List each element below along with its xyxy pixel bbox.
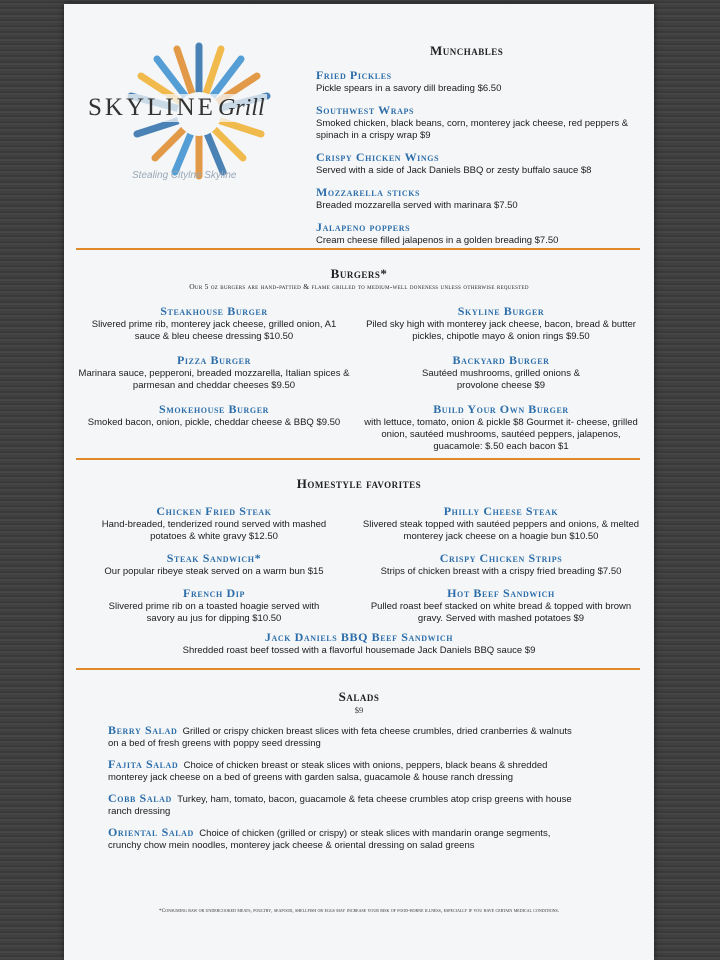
item-name: Crispy Chicken Wings [316,150,440,164]
munchables-header: Munchables [430,43,504,58]
salad-item [108,724,582,750]
menu-item [360,353,642,392]
menu-item [360,551,642,578]
item-name: Jalapeno poppers [316,220,411,234]
item-desc: Our popular ribeye steak served on a warm bun $15 [104,566,324,577]
item-desc: Breaded mozzarella served with marinara $7.50 [316,200,518,211]
munchable-item [316,220,646,247]
item-name: Pizza Burger [177,353,251,367]
homestyle-header: Homestyle favorites [296,476,422,491]
item-desc: Cream cheese filled jalapenos in a golden breading $7.50 [316,235,559,246]
section-divider [76,668,640,670]
munchable-item [316,103,646,142]
salad-item [108,758,582,784]
item-name: Steakhouse Burger [160,304,268,318]
menu-item [78,304,350,343]
item-desc: Choice of chicken (grilled or crispy) or steak slices with mandarin orange segments, crunchy chow mein noodles, monterey jack cheese & oriental dressing on salad greens [108,828,551,851]
menu-page [64,4,654,960]
salad-item [108,826,582,852]
item-name: Chicken Fried Steak [156,504,272,518]
item-name: Berry Salad [108,723,178,737]
item-name: Fajita Salad [108,757,179,771]
burgers-left-column [78,304,350,429]
brand-grill: Grill [217,95,265,121]
item-desc: Slivered steak topped with sautéed peppers and onions, & melted monterey jack cheese on a hoagie bun $10.50 [362,519,640,542]
item-desc: Smoked bacon, onion, pickle, cheddar cheese & BBQ $9.50 [87,417,341,428]
item-name: Jack Daniels BBQ Beef Sandwich [264,630,454,644]
item-desc: Slivered prime rib on a toasted hoagie served with savory au jus for dipping $10.50 [108,601,320,624]
item-desc: Smoked chicken, black beans, corn, monterey jack cheese, red peppers & spinach in a crispy wrap $9 [316,118,629,141]
burgers-subheader: Our 5 oz burgers are hand-pattied & flame grilled to medium-well doneness unless otherwise requested [189,282,529,291]
munchable-item [316,68,646,95]
homestyle-left-column [78,504,350,625]
item-name: Philly Cheese Steak [443,504,559,518]
item-name: French Dip [183,586,245,600]
menu-item [78,353,350,392]
munchables-list [316,68,646,247]
menu-item [360,402,642,453]
section-divider [76,458,640,460]
item-desc: Strips of chicken breast with a crispy fried breading $7.50 [380,566,622,577]
skyline-grill-logo [84,34,314,194]
item-desc: Pulled roast beef stacked on white bread & topped with brown gravy. Served with mashed potatoes $9 [370,601,632,624]
item-desc: Choice of chicken breast or steak slices with onions, peppers, black beans & shredded monterey jack cheese on a bed of greens with garden salsa, guacamole & house ranch dressing [108,760,548,783]
item-desc: Slivered prime rib, monterey jack cheese, grilled onion, A1 sauce & bleu cheese dressing $10.50 [91,319,337,342]
menu-item [78,504,350,543]
menu-item [360,586,642,625]
item-desc: Grilled or crispy chicken breast slices with feta cheese crumbles, dried cranberries & walnuts on a bed of fresh greens with poppy seed dressing [108,726,572,749]
item-desc: Served with a side of Jack Daniels BBQ or zesty buffalo sauce $8 [316,165,592,176]
item-name: Fried Pickles [316,68,392,82]
item-desc: Marinara sauce, pepperoni, breaded mozzarella, Italian spices & parmesan and cheddar cheeses $9.50 [78,368,350,391]
salads-price: $9 [354,705,364,715]
burgers-header: Burgers* [330,266,388,281]
footnote: *Consuming raw or undercooked meats, poultry, seafood, shellfish or eggs may increase your risk of food-borne illness, especially if you have certain medical conditions. [158,908,560,914]
homestyle-right-column [360,504,642,625]
brand-name: SKYLINE [88,94,216,121]
item-name: Build Your Own Burger [433,402,569,416]
item-name: Backyard Burger [452,353,550,367]
salads-list [108,724,582,852]
burgers-right-column [360,304,642,453]
menu-item [78,586,350,625]
item-name: Cobb Salad [108,791,172,805]
salads-header: Salads [338,689,380,704]
menu-item [360,504,642,543]
item-desc: with lettuce, tomato, onion & pickle $8 Gourmet it- cheese, grilled onion, sautéed mushrooms, sautéed peppers, jalapenos, guacamole: $.50 each bacon $1 [364,417,638,452]
item-desc: Piled sky high with monterey jack cheese, bacon, bread & butter pickles, chipotle mayo & onion rings $9.50 [366,319,636,342]
brand-tagline: Stealing Citylne Skyline [132,170,237,181]
item-desc: Turkey, ham, tomato, bacon, guacamole & feta cheese crumbles atop crisp greens with house ranch dressing [108,794,572,817]
item-desc: Hand-breaded, tenderized round served with mashed potatoes & white gravy $12.50 [101,519,327,542]
item-desc: Sautéed mushrooms, grilled onions & provolone cheese $9 [422,368,580,391]
item-name: Crispy Chicken Strips [439,551,563,565]
item-desc: Pickle spears in a savory dill breading $6.50 [316,83,502,94]
menu-item [78,402,350,429]
item-name: Steak Sandwich* [166,551,262,565]
item-name: Hot Beef Sandwich [447,586,555,600]
menu-item [78,551,350,578]
munchable-item [316,185,646,212]
item-name: Mozzarella sticks [316,185,421,199]
item-name: Southwest Wraps [316,103,415,117]
item-desc: Shredded roast beef tossed with a flavorful housemade Jack Daniels BBQ sauce $9 [182,645,536,656]
item-name: Skyline Burger [457,304,545,318]
item-name: Oriental Salad [108,825,194,839]
menu-item [360,304,642,343]
munchable-item [316,150,646,177]
salad-item [108,792,582,818]
menu-item-full-width [78,630,640,657]
item-name: Smokehouse Burger [158,402,270,416]
section-divider [76,248,640,250]
